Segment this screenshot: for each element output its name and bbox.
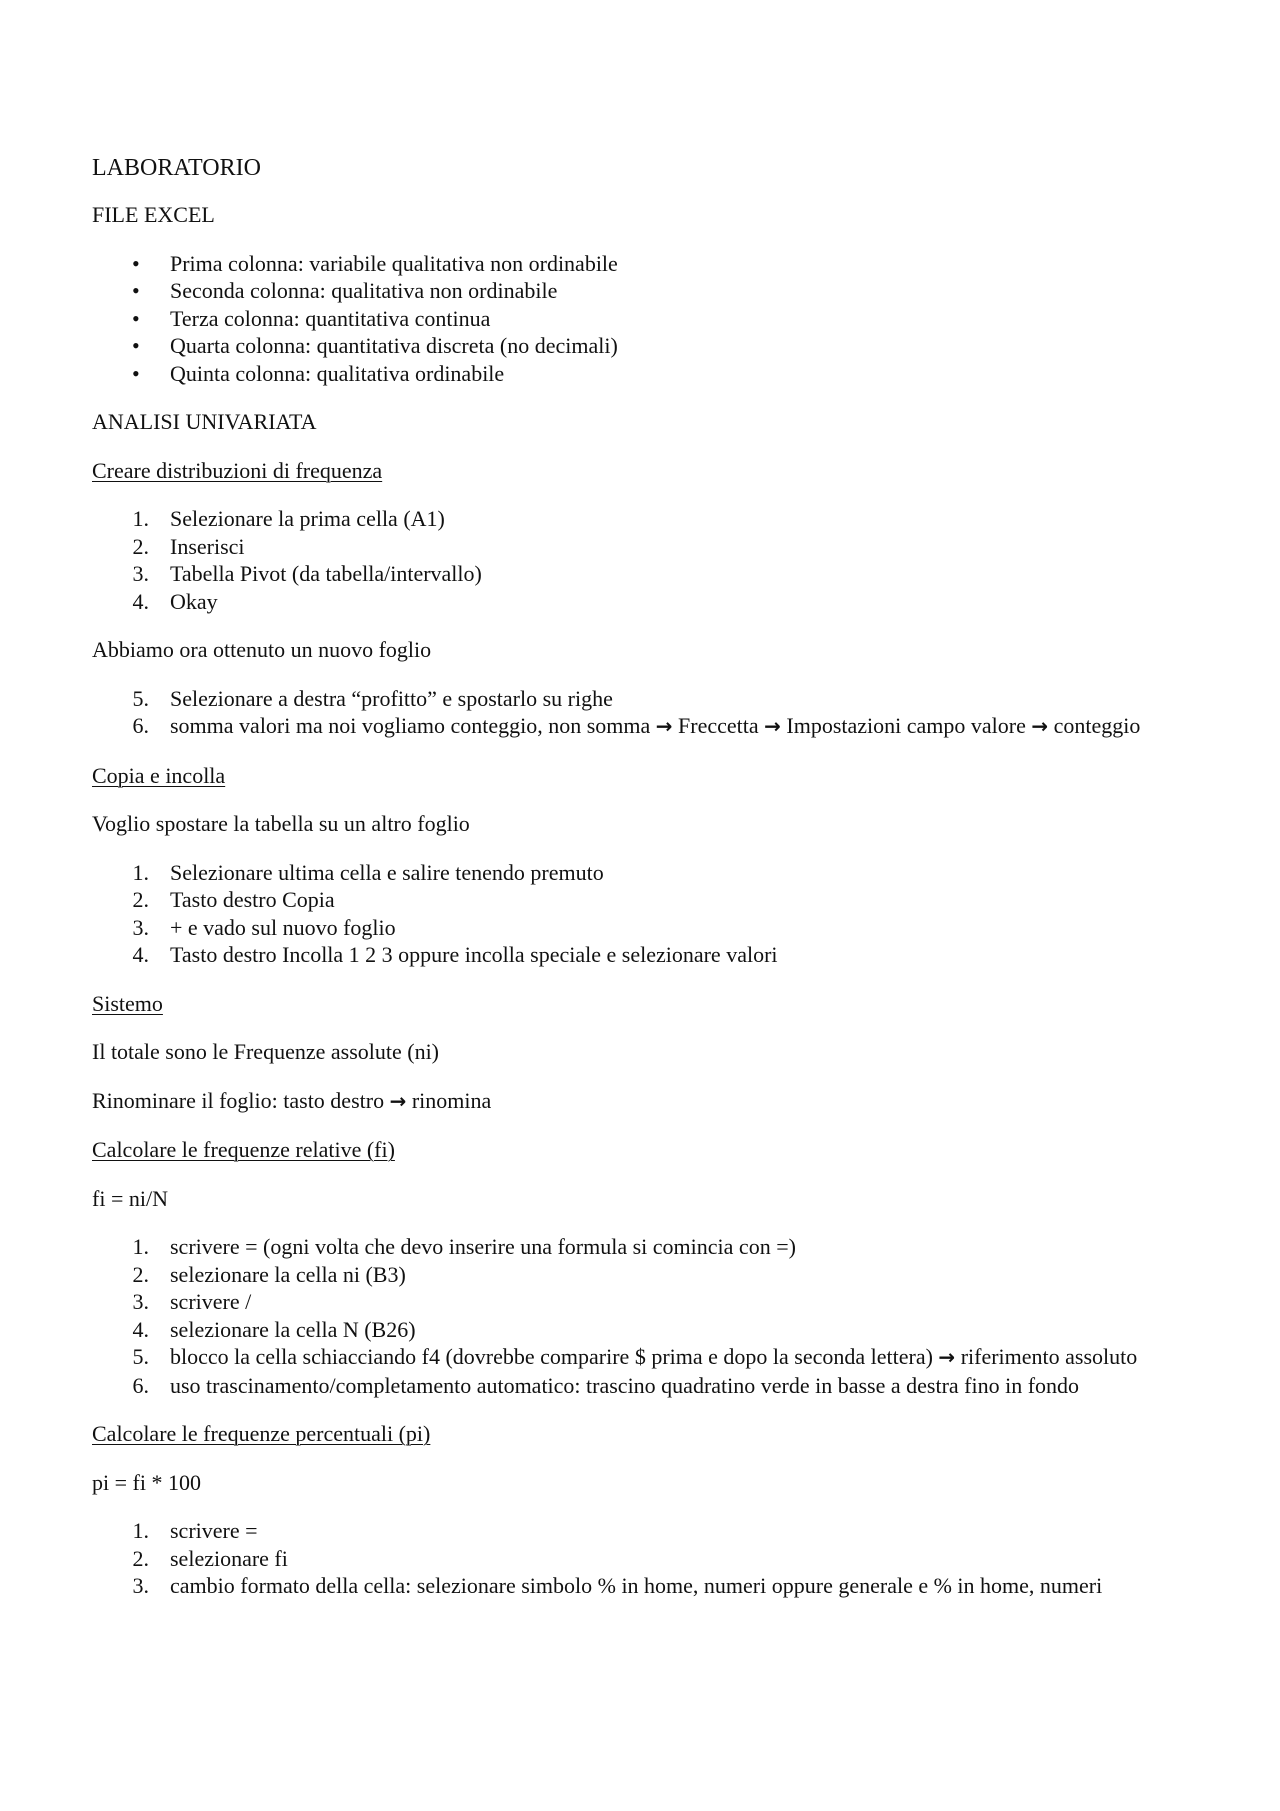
section-heading-copy: Copia e incolla	[92, 762, 226, 788]
list-item: 1. Selezionare la prima cella (A1)	[132, 506, 445, 531]
bullet-icon: •	[132, 305, 140, 331]
list-item: • Quarta colonna: quantitativa discreta (no decimali)	[132, 333, 618, 358]
percent-steps-list	[92, 1517, 1192, 1600]
columns-list	[92, 250, 1192, 388]
arrow-right-icon: →	[655, 714, 673, 738]
document-page	[92, 153, 1192, 1621]
list-item: 4. Okay	[132, 588, 218, 614]
list-item: 1. Selezionare ultima cella e salire tenendo premuto	[132, 859, 604, 885]
section-heading-percent: Calcolare le frequenze percentuali (pi)	[92, 1421, 431, 1446]
relative-formula: fi = ni/N	[92, 1185, 168, 1211]
list-item: 1. scrivere = (ogni volta che devo inserire una formula si comincia con =)	[132, 1234, 796, 1259]
copy-steps-list	[92, 859, 1192, 969]
arrow-right-icon: →	[938, 1345, 956, 1369]
section-heading-system: Sistemo	[92, 990, 163, 1016]
list-item: 1. scrivere =	[132, 1518, 258, 1543]
list-item: 4. selezionare la cella N (B26)	[132, 1316, 416, 1342]
system-note-rename: Rinominare il foglio: tasto destro → rinomina	[92, 1087, 492, 1113]
list-item: 3. Tabella Pivot (da tabella/intervallo)	[132, 561, 482, 586]
system-note-total: Il totale sono le Frequenze assolute (ni)	[92, 1039, 440, 1064]
list-item: 3. cambio formato della cella: selezionare simbolo % in home, numeri oppure generale e % in home, numeri	[132, 1573, 1103, 1598]
list-item: 6. uso trascinamento/completamento automatico: trascino quadratino verde in basse a destra fino in fondo	[132, 1372, 1080, 1398]
list-item: 2. selezionare la cella ni (B3)	[132, 1261, 406, 1287]
list-item: 2. selezionare fi	[132, 1545, 288, 1571]
arrow-right-icon: →	[389, 1088, 407, 1113]
list-item: 3. + e vado sul nuovo foglio	[132, 914, 396, 940]
bullet-icon: •	[132, 250, 140, 276]
list-item: • Terza colonna: quantitativa continua	[132, 305, 491, 331]
section-heading-frequency: Creare distribuzioni di frequenza	[92, 457, 383, 483]
bullet-icon: •	[132, 333, 140, 358]
list-item: 3. scrivere /	[132, 1289, 252, 1314]
list-item: • Prima colonna: variabile qualitativa non ordinabile	[132, 250, 618, 276]
bullet-icon: •	[132, 360, 140, 386]
list-item: • Seconda colonna: qualitativa non ordinabile	[132, 278, 558, 303]
section-heading-relative: Calcolare le frequenze relative (fi)	[92, 1137, 395, 1162]
file-excel-heading: FILE EXCEL	[92, 202, 215, 227]
document-title: LABORATORIO	[92, 155, 261, 181]
list-item: • Quinta colonna: qualitativa ordinabile	[132, 360, 505, 386]
list-item: 2. Tasto destro Copia	[132, 887, 335, 912]
arrow-right-icon: →	[764, 714, 781, 738]
list-item: 4. Tasto destro Incolla 1 2 3 oppure incolla speciale e selezionare valori	[132, 942, 778, 967]
relative-steps-list	[92, 1233, 1192, 1399]
frequency-steps-list	[92, 505, 1192, 615]
arrow-right-icon: →	[1031, 714, 1049, 738]
percent-formula: pi = fi * 100	[92, 1469, 201, 1495]
list-item: 2. Inserisci	[132, 533, 245, 559]
list-item: 5. Selezionare a destra “profitto” e spostarlo su righe	[132, 685, 613, 711]
frequency-steps-list-continued	[92, 685, 1192, 741]
list-item: 6. somma valori ma noi vogliamo conteggio, non somma → Freccetta → Impostazioni campo valore → conteggio	[132, 713, 1141, 738]
list-item: 5. blocco la cella schiacciando f4 (dovrebbe comparire $ prima e dopo la seconda lettera) → riferimento assoluto	[132, 1344, 1138, 1369]
frequency-note: Abbiamo ora ottenuto un nuovo foglio	[92, 637, 432, 662]
analysis-heading: ANALISI UNIVARIATA	[92, 409, 317, 434]
copy-note: Voglio spostare la tabella su un altro foglio	[92, 811, 470, 836]
bullet-icon: •	[132, 278, 140, 303]
